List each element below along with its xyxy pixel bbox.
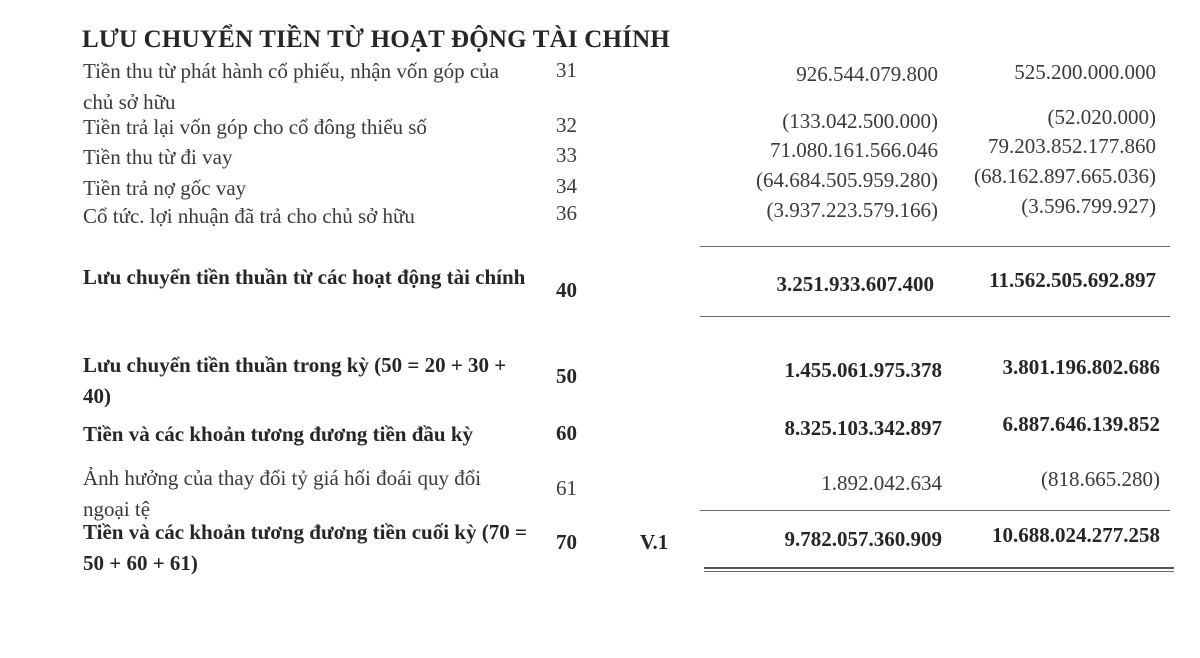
- row-code-70: 70: [556, 530, 577, 554]
- row-previous-31: 525.200.000.000: [1014, 60, 1156, 84]
- divider-before-ending: [700, 510, 1170, 511]
- row-current-50: 1.455.061.975.378: [784, 358, 942, 382]
- row-previous-33: 79.203.852.177.860: [988, 134, 1156, 158]
- row-code-60: 60: [556, 421, 577, 445]
- row-label-31: Tiền thu từ phát hành cổ phiếu, nhận vốn góp của chủ sở hữu: [83, 59, 499, 114]
- row-label-40: Lưu chuyển tiền thuần từ các hoạt động tài chính: [83, 265, 526, 289]
- row-label-50: Lưu chuyển tiền thuần trong kỳ (50 = 20 + 30 + 40): [83, 353, 507, 408]
- section-title: LƯU CHUYỂN TIỀN TỪ HOẠT ĐỘNG TÀI CHÍNH: [82, 26, 671, 53]
- row-label-60: Tiền và các khoản tương đương tiền đầu kỳ: [83, 422, 473, 446]
- row-label-33: Tiền thu từ đi vay: [83, 145, 233, 169]
- row-previous-32: (52.020.000): [1047, 105, 1156, 129]
- divider-after-total: [700, 316, 1170, 317]
- row-current-61: 1.892.042.634: [821, 471, 942, 495]
- row-current-32: (133.042.500.000): [782, 109, 938, 133]
- row-current-40: 3.251.933.607.400: [776, 272, 934, 296]
- row-previous-34: (68.162.897.665.036): [974, 164, 1156, 188]
- row-code-31: 31: [556, 58, 577, 82]
- row-label-61: Ảnh hưởng của thay đổi tỷ giá hối đoái quy đổi ngoại tệ: [83, 466, 482, 521]
- row-previous-60: 6.887.646.139.852: [1002, 412, 1160, 436]
- row-previous-40: 11.562.505.692.897: [989, 268, 1156, 292]
- row-previous-36: (3.596.799.927): [1021, 194, 1156, 218]
- double-rule-top: [704, 567, 1174, 569]
- row-label-34: Tiền trả nợ gốc vay: [83, 176, 247, 200]
- row-current-60: 8.325.103.342.897: [784, 416, 942, 440]
- row-code-40: 40: [556, 278, 577, 302]
- row-code-32: 32: [556, 113, 577, 137]
- divider-before-total: [700, 246, 1170, 247]
- row-note-70: V.1: [640, 530, 669, 554]
- double-rule-bottom: [704, 571, 1174, 572]
- row-code-36: 36: [556, 201, 577, 225]
- row-previous-61: (818.665.280): [1041, 467, 1160, 491]
- row-label-70: Tiền và các khoản tương đương tiền cuối kỳ (70 = 50 + 60 + 61): [83, 520, 527, 575]
- row-code-50: 50: [556, 364, 577, 388]
- row-code-33: 33: [556, 143, 577, 167]
- row-current-33: 71.080.161.566.046: [770, 138, 938, 162]
- row-current-36: (3.937.223.579.166): [766, 198, 938, 222]
- row-previous-50: 3.801.196.802.686: [1002, 355, 1160, 379]
- row-label-36: Cổ tức. lợi nhuận đã trả cho chủ sở hữu: [83, 204, 415, 228]
- row-current-34: (64.684.505.959.280): [756, 168, 938, 192]
- row-code-61: 61: [556, 476, 577, 500]
- row-previous-70: 10.688.024.277.258: [992, 523, 1160, 547]
- row-current-70: 9.782.057.360.909: [784, 527, 942, 551]
- row-current-31: 926.544.079.800: [796, 62, 938, 86]
- row-code-34: 34: [556, 174, 577, 198]
- row-label-32: Tiền trả lại vốn góp cho cổ đông thiểu số: [83, 115, 427, 139]
